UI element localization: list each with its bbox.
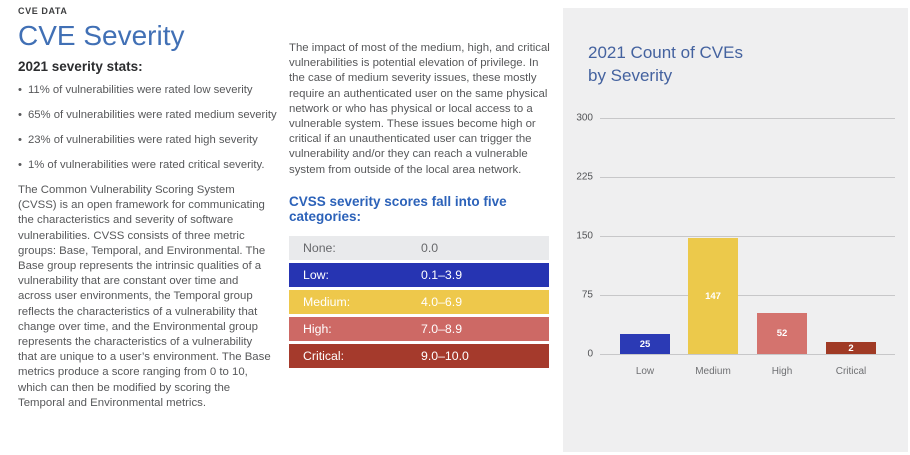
cvss-description-paragraph: The Common Vulnerability Scoring System (CVSS) is an open framework for communicating the characteristics and severity of software vulnerabilities. CVSS consists of three metric groups: Base, Temporal, and Environmental. The Base group represents the intrinsic qualities of a vulnerability that are constant over time and across user environments, the Temporal group reflects the characteristics of a vulnerability that change over time, and the Environmental group represents the characteristics of a vulnerability that are unique to a user’s environment. The Base metrics produce a score ranging from 0 to 10, which can then be modified by scoring the Temporal and Environmental metrics.	[18, 184, 271, 409]
y-tick-label: 0	[587, 348, 593, 360]
left-column	[18, 6, 280, 411]
y-tick-label: 300	[576, 112, 593, 124]
bar-high	[757, 313, 807, 354]
middle-column	[289, 41, 551, 371]
severity-range: 7.0–8.9	[421, 321, 463, 336]
stat-text: 1% of vulnerabilities were rated critical severity.	[27, 159, 265, 171]
severity-table-row	[289, 290, 549, 314]
chart-title-line2: by Severity	[588, 66, 673, 85]
bar-value-label: 52	[776, 328, 788, 340]
chart-panel	[563, 8, 908, 452]
gridline	[600, 236, 895, 237]
severity-table	[289, 236, 549, 368]
categories-heading: CVSS severity scores fall into five categories:	[289, 193, 507, 224]
chart-title-line1: 2021 Count of CVEs	[588, 43, 743, 62]
x-category-label: High	[771, 366, 793, 377]
stat-text: 23% of vulnerabilities were rated high severity	[27, 134, 258, 146]
severity-range: 9.0–10.0	[421, 348, 469, 363]
severity-label: Low:	[303, 267, 329, 282]
severity-table-row	[289, 236, 549, 260]
y-tick-label: 225	[576, 171, 593, 183]
x-category-label: Critical	[835, 366, 867, 377]
bar-critical	[826, 342, 876, 354]
severity-label: None:	[303, 240, 336, 255]
bullet-icon: •	[18, 159, 22, 171]
bar-value-label: 147	[705, 290, 721, 302]
y-tick-label: 150	[576, 230, 593, 242]
impact-paragraph: The impact of most of the medium, high, and critical vulnerabilities is potential elevation of privilege. In the case of medium severity issues, these mostly require an authenticated user on the same physical network or who has physical or local access to a vulnerable system. These issues become high or critical if an unauthenticated user can trigger the vulnerability and/or they can reach a vulnerable system from outside of the local area network.	[289, 42, 550, 176]
stat-text: 65% of vulnerabilities were rated medium severity	[27, 109, 277, 121]
page-title: CVE Severity	[18, 20, 185, 51]
gridline	[600, 177, 895, 178]
severity-table-row	[289, 263, 549, 287]
bar-value-label: 2	[848, 342, 854, 354]
bullet-icon: •	[18, 109, 22, 121]
stat-bullet-item	[18, 108, 280, 122]
severity-table-row	[289, 344, 549, 368]
severity-label: High:	[303, 321, 332, 336]
severity-table-row	[289, 317, 549, 341]
bullet-icon: •	[18, 84, 22, 96]
stat-bullet-item	[18, 158, 280, 172]
bar-value-label: 25	[639, 338, 651, 350]
severity-stats-list	[18, 83, 280, 172]
x-category-label: Low	[635, 366, 655, 377]
severity-label: Medium:	[303, 294, 351, 309]
gridline	[600, 295, 895, 296]
severity-range: 0.0	[421, 240, 439, 255]
chart-title	[588, 41, 743, 87]
stat-text: 11% of vulnerabilities were rated low severity	[27, 84, 253, 96]
bar-medium	[688, 238, 738, 354]
severity-label: Critical:	[303, 348, 344, 363]
gridline	[600, 354, 895, 355]
eyebrow-label: CVE DATA	[18, 6, 68, 16]
bullet-icon: •	[18, 134, 22, 146]
stat-bullet-item	[18, 83, 280, 97]
severity-range: 0.1–3.9	[421, 267, 463, 282]
x-category-label: Medium	[695, 366, 731, 377]
gridline	[600, 118, 895, 119]
severity-range: 4.0–6.9	[421, 294, 463, 309]
stat-bullet-item	[18, 133, 280, 147]
stats-heading: 2021 severity stats:	[18, 59, 143, 74]
bar-low	[620, 334, 670, 354]
y-tick-label: 75	[581, 289, 593, 301]
